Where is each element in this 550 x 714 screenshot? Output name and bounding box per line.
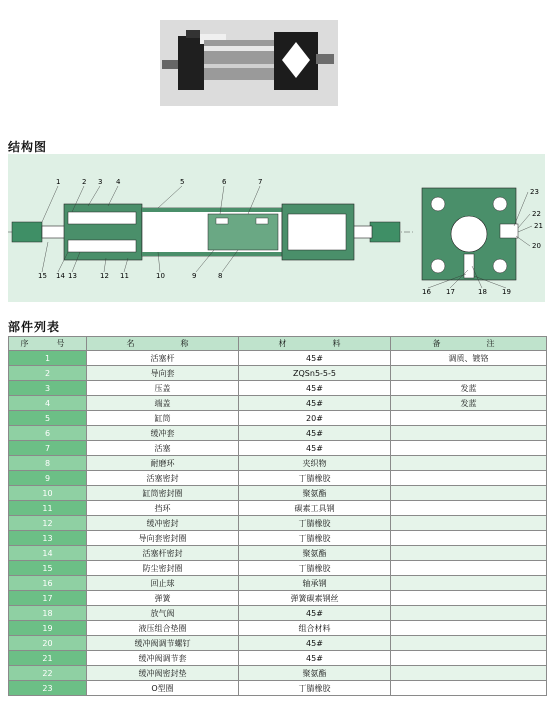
cell-remark [391,576,547,591]
diagram-labels-bottom [38,272,222,280]
cell-name: 液压组合垫圈 [87,621,239,636]
cell-remark [391,426,547,441]
table-row [9,501,547,516]
cell-remark [391,666,547,681]
cell-material: 丁腈橡胶 [239,516,391,531]
table-row [9,366,547,381]
diagram-label: 8 [218,272,223,280]
cell-name: 缓冲阀调节螺钉 [87,636,239,651]
table-row [9,546,547,561]
cell-seq: 10 [9,486,87,501]
table-row [9,456,547,471]
cell-remark [391,561,547,576]
cell-material: 45# [239,381,391,396]
cell-material: 45# [239,606,391,621]
cell-name: 导向套密封圈 [87,531,239,546]
cell-remark [391,411,547,426]
cell-name: 活塞 [87,441,239,456]
table-row [9,576,547,591]
diagram-label: 9 [192,272,197,280]
table-row [9,351,547,366]
cell-seq: 18 [9,606,87,621]
cell-seq: 16 [9,576,87,591]
cell-name: 缸筒 [87,411,239,426]
cell-material: 轴承钢 [239,576,391,591]
cell-seq: 8 [9,456,87,471]
cell-name: 压盖 [87,381,239,396]
diagram-label: 22 [532,210,541,218]
cell-material: 45# [239,441,391,456]
diagram-label: 15 [38,272,47,280]
diagram-label: 18 [478,288,487,296]
cell-seq: 9 [9,471,87,486]
diagram-label: 14 [56,272,65,280]
cell-name: 防尘密封圈 [87,561,239,576]
cell-name: 缸筒密封圈 [87,486,239,501]
cell-seq: 5 [9,411,87,426]
cell-material: 碳素工具钢 [239,501,391,516]
parts-table-body [9,351,547,696]
cell-name: 活塞杆密封 [87,546,239,561]
table-row [9,636,547,651]
diagram-label: 11 [120,272,129,280]
cell-seq: 22 [9,666,87,681]
cell-seq: 19 [9,621,87,636]
cell-material: 45# [239,651,391,666]
diagram-label: 16 [422,288,431,296]
cell-material: 聚氨酯 [239,486,391,501]
table-row [9,516,547,531]
table-row [9,651,547,666]
diagram-label: 10 [156,272,165,280]
cell-material: 丁腈橡胶 [239,561,391,576]
diagram-label: 1 [56,178,61,186]
parts-title: 部件列表 [8,320,61,334]
cell-remark [391,681,547,696]
table-row [9,531,547,546]
cell-remark [391,456,547,471]
structure-title: 结构图 [8,140,48,154]
diagram-label: 19 [502,288,511,296]
cell-name: 弹簧 [87,591,239,606]
cell-remark [391,621,547,636]
cell-remark [391,501,547,516]
cell-remark [391,546,547,561]
diagram-label: 12 [100,272,109,280]
cell-seq: 21 [9,651,87,666]
cell-name: O型圈 [87,681,239,696]
header-remark: 备 注 [391,337,547,351]
diagram-label: 2 [82,178,87,186]
table-row [9,666,547,681]
cell-seq: 2 [9,366,87,381]
table-row [9,426,547,441]
diagram-label: 20 [532,242,541,250]
cell-seq: 13 [9,531,87,546]
cell-name: 缓冲套 [87,426,239,441]
table-row [9,591,547,606]
table-row [9,411,547,426]
cell-material: 45# [239,396,391,411]
cell-material: 丁腈橡胶 [239,531,391,546]
cell-material: 组合材料 [239,621,391,636]
diagram-label: 13 [68,272,77,280]
diagram-label: 6 [222,178,227,186]
cell-name: 活塞密封 [87,471,239,486]
table-row [9,606,547,621]
cell-material: 夹织物 [239,456,391,471]
table-row [9,441,547,456]
cell-remark [391,606,547,621]
cell-name: 挡环 [87,501,239,516]
structure-diagram [8,154,545,302]
cell-seq: 12 [9,516,87,531]
cell-remark [391,486,547,501]
table-row [9,486,547,501]
diagram-label: 4 [116,178,121,186]
diagram-label: 5 [180,178,185,186]
cell-seq: 17 [9,591,87,606]
diagram-label: 17 [446,288,455,296]
product-photo [160,20,338,106]
diagram-label: 7 [258,178,263,186]
diagram-label: 23 [530,188,539,196]
cell-name: 放气阀 [87,606,239,621]
cell-remark [391,651,547,666]
diagram-label: 3 [98,178,103,186]
cell-remark [391,636,547,651]
cell-material: 聚氨酯 [239,546,391,561]
cell-remark [391,591,547,606]
table-row [9,561,547,576]
cell-material: 丁腈橡胶 [239,681,391,696]
cell-material: 聚氨酯 [239,666,391,681]
header-seq: 序 号 [9,337,87,351]
cell-remark [391,366,547,381]
cell-remark: 发蓝 [391,396,547,411]
cell-seq: 14 [9,546,87,561]
cell-name: 缓冲密封 [87,516,239,531]
cell-name: 回止球 [87,576,239,591]
cell-material: 20# [239,411,391,426]
cell-seq: 20 [9,636,87,651]
cell-remark: 发蓝 [391,381,547,396]
cell-remark [391,471,547,486]
cell-seq: 3 [9,381,87,396]
cell-name: 导向套 [87,366,239,381]
cell-remark [391,531,547,546]
cell-material: 45# [239,351,391,366]
cell-remark [391,516,547,531]
table-row [9,396,547,411]
cell-material: 45# [239,426,391,441]
header-material: 材 料 [239,337,391,351]
cell-name: 活塞杆 [87,351,239,366]
cell-seq: 7 [9,441,87,456]
table-row [9,381,547,396]
cell-name: 缓冲阀密封垫 [87,666,239,681]
diagram-label: 21 [534,222,543,230]
cell-material: 弹簧碳素钢丝 [239,591,391,606]
cell-name: 端盖 [87,396,239,411]
cell-seq: 1 [9,351,87,366]
table-row [9,681,547,696]
cell-material: 丁腈橡胶 [239,471,391,486]
cell-material: ZQSn5-5-5 [239,366,391,381]
cell-material: 45# [239,636,391,651]
header-name: 名 称 [87,337,239,351]
table-header-row [9,337,547,351]
cell-seq: 6 [9,426,87,441]
table-row [9,471,547,486]
cell-seq: 15 [9,561,87,576]
cell-seq: 11 [9,501,87,516]
diagram-labels-top [56,178,262,186]
table-row [9,621,547,636]
cell-remark [391,441,547,456]
cell-name: 缓冲阀调节套 [87,651,239,666]
cell-name: 耐磨环 [87,456,239,471]
cell-remark: 调质、镀铬 [391,351,547,366]
parts-table [8,336,547,696]
cell-seq: 4 [9,396,87,411]
cell-seq: 23 [9,681,87,696]
